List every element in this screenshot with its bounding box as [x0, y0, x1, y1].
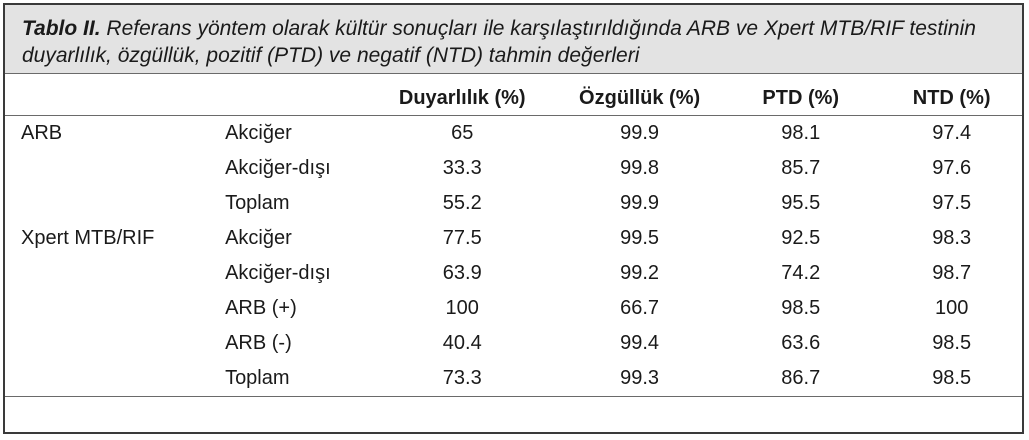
- row-sub: Akciğer-dışı: [225, 262, 331, 284]
- cell-ntd: 98.5: [932, 367, 972, 389]
- table-row: [5, 326, 1022, 361]
- cell-duyarlilik: 73.3: [442, 367, 482, 389]
- row-sub: ARB (-): [225, 332, 292, 354]
- row-sub: ARB (+): [225, 297, 297, 319]
- results-table: [5, 82, 1022, 396]
- cell-duyarlilik: 77.5: [442, 227, 482, 249]
- cell-ozgulluk: 99.5: [620, 227, 660, 249]
- row-group: [5, 256, 225, 291]
- cell-duyarlilik: 40.4: [442, 332, 482, 354]
- table-frame: [3, 3, 1024, 434]
- cell-ptd: 98.1: [781, 122, 821, 144]
- row-sub: Toplam: [225, 192, 290, 214]
- row-sub: Akciğer: [225, 122, 292, 144]
- cell-ptd: 85.7: [781, 157, 821, 179]
- cell-ptd: 98.5: [781, 297, 821, 319]
- header-duyarlilik: Duyarlılık (%): [365, 82, 559, 116]
- row-group: [5, 361, 225, 396]
- cell-ozgulluk: 99.3: [620, 367, 660, 389]
- header-row: [5, 82, 1022, 116]
- cell-duyarlilik: 33.3: [442, 157, 482, 179]
- header-ptd: PTD (%): [720, 82, 881, 116]
- row-sub: Akciğer: [225, 227, 292, 249]
- row-group: [5, 291, 225, 326]
- cell-ptd: 92.5: [781, 227, 821, 249]
- table-row: [5, 116, 1022, 152]
- table-caption: [5, 5, 1022, 74]
- cell-ntd: 98.3: [932, 227, 972, 249]
- row-sub: Toplam: [225, 367, 290, 389]
- row-group: [5, 326, 225, 361]
- table-row: [5, 186, 1022, 221]
- cell-ozgulluk: 99.4: [620, 332, 660, 354]
- cell-ntd: 97.6: [932, 157, 972, 179]
- cell-ntd: 97.4: [932, 122, 972, 144]
- cell-ozgulluk: 99.2: [620, 262, 660, 284]
- cell-ptd: 95.5: [781, 192, 821, 214]
- table-row: [5, 291, 1022, 326]
- table-row: [5, 221, 1022, 256]
- cell-ntd: 98.7: [932, 262, 972, 284]
- cell-ptd: 74.2: [781, 262, 821, 284]
- table-row: [5, 256, 1022, 291]
- cell-duyarlilik: 100: [445, 297, 479, 319]
- cell-ptd: 63.6: [781, 332, 821, 354]
- cell-duyarlilik: 65: [451, 122, 474, 144]
- table-row: [5, 151, 1022, 186]
- cell-ptd: 86.7: [781, 367, 821, 389]
- cell-ntd: 98.5: [932, 332, 972, 354]
- cell-ntd: 100: [934, 297, 969, 319]
- cell-duyarlilik: 55.2: [442, 192, 482, 214]
- row-sub: Akciğer-dışı: [225, 157, 331, 179]
- header-ntd: NTD (%): [881, 82, 1022, 116]
- cell-ozgulluk: 99.9: [620, 122, 660, 144]
- table-bottom-rule: [5, 396, 1022, 397]
- table-row: [5, 361, 1022, 396]
- row-group: Xpert MTB/RIF: [21, 227, 155, 249]
- row-group: ARB: [21, 122, 63, 144]
- cell-ozgulluk: 66.7: [620, 297, 660, 319]
- header-sub: [225, 82, 365, 116]
- cell-ozgulluk: 99.8: [620, 157, 660, 179]
- row-group: [5, 186, 225, 221]
- caption-text: Referans yöntem olarak kültür sonuçları ile karşılaştırıldığında ARB ve Xpert MTB/RIF testinin duyarlılık, özgüllük, pozitif (PTD) ve negatif (NTD) tahmin değerleri: [22, 17, 976, 67]
- row-group: [5, 151, 225, 186]
- header-group: [5, 82, 225, 116]
- cell-ntd: 97.5: [932, 192, 972, 214]
- caption-label: Tablo II.: [22, 17, 101, 40]
- cell-duyarlilik: 63.9: [442, 262, 482, 284]
- header-ozgulluk: Özgüllük (%): [559, 82, 720, 116]
- cell-ozgulluk: 99.9: [620, 192, 660, 214]
